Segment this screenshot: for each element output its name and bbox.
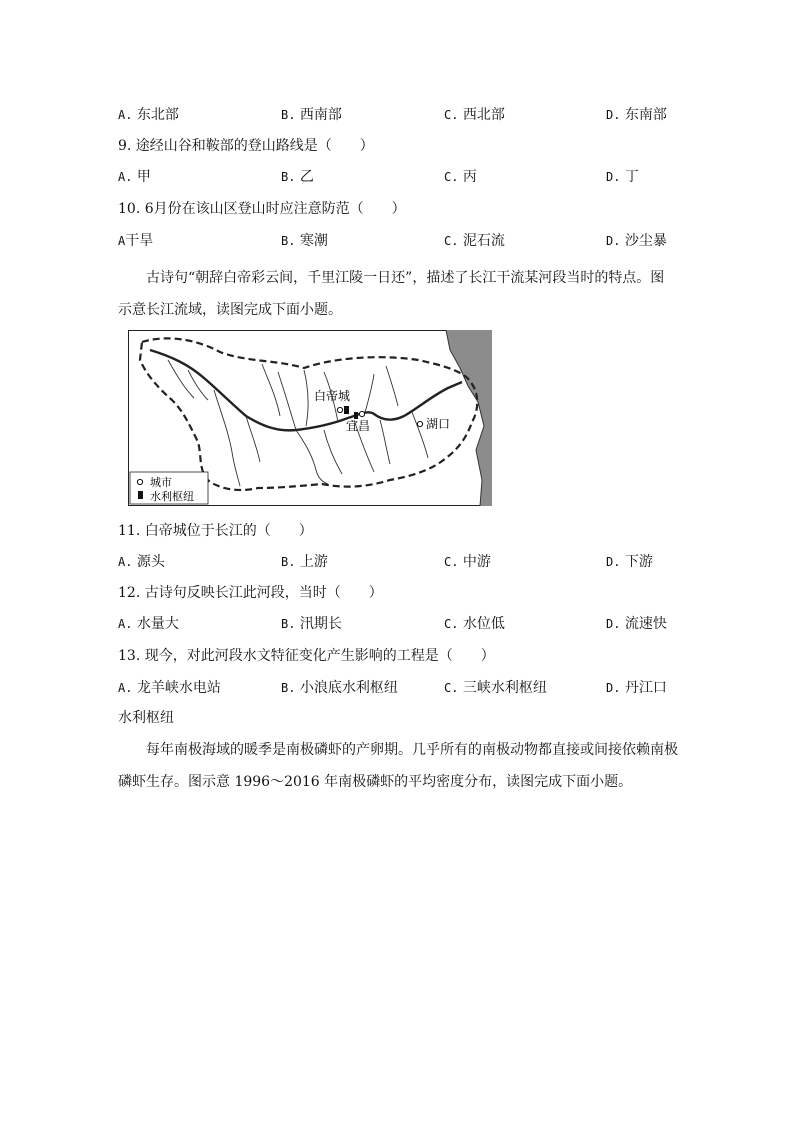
q9-option-d: D. 丁: [606, 169, 639, 185]
city-marker-hukou: [417, 421, 422, 426]
legend-dam-icon: [138, 491, 143, 499]
q8-option-d: D. 东南部: [606, 107, 667, 123]
map-legend: [130, 472, 208, 504]
legend-city-icon: [137, 479, 142, 484]
q9-options: [118, 166, 678, 188]
q11-option-c: C. 中游: [444, 554, 491, 570]
q10-option-d: D. 沙尘暴: [606, 233, 667, 249]
label-baidi: 白帝城: [314, 389, 351, 403]
intro-paragraph-2: 每年南极海域的暖季是南极磷虾的产卵期。几乎所有的南极动物都直接或间接依赖南极磷虾生存。图示意 1996～2016 年南极磷虾的平均密度分布，读图完成下面小题。: [118, 742, 678, 790]
yangtze-basin-map: [128, 330, 492, 506]
q10-options: [118, 230, 678, 252]
q12-stem: 12. 古诗句反映长江此河段，当时（ ）: [118, 585, 383, 601]
q10-option-c: C. 泥石流: [444, 233, 505, 249]
q11-option-d: D. 下游: [606, 554, 653, 570]
q11-option-a: A. 源头: [118, 554, 165, 570]
label-yichang: 宜昌: [346, 419, 371, 433]
q10-stem: 10. 6月份在该山区登山时应注意防范（ ）: [118, 201, 406, 217]
q9-option-c: C. 丙: [444, 169, 477, 185]
q12-option-d: D. 流速快: [606, 616, 667, 632]
q10-option-b: B. 寒潮: [281, 233, 328, 249]
city-marker-baidi: [337, 407, 342, 412]
q13-option-a: A. 龙羊峡水电站: [118, 680, 221, 696]
dam-symbol-three-gorges: [344, 406, 349, 414]
q10-option-a: A干旱: [118, 233, 154, 249]
q12-option-c: C. 水位低: [444, 616, 505, 632]
q8-option-b: B. 西南部: [281, 107, 342, 123]
q11-option-b: B. 上游: [281, 554, 328, 570]
q8-options: [118, 104, 678, 126]
q12-option-a: A. 水量大: [118, 616, 179, 632]
legend-dam-label: 水利枢纽: [150, 490, 194, 503]
q11-options: [118, 551, 678, 573]
city-marker-yichang: [359, 411, 364, 416]
dam-symbol-gezhouba: [354, 412, 358, 419]
q9-option-b: B. 乙: [281, 169, 314, 185]
q13-stem: 13. 现今，对此河段水文特征变化产生影响的工程是（ ）: [118, 648, 495, 664]
q13-option-c: C. 三峡水利枢纽: [444, 680, 547, 696]
q11-stem: 11. 白帝城位于长江的（ ）: [118, 523, 313, 539]
q13-option-d-wrap: 水利枢纽: [118, 710, 174, 726]
legend-city-label: 城市: [150, 476, 172, 489]
q9-option-a: A. 甲: [118, 169, 151, 185]
q8-option-a: A. 东北部: [118, 107, 179, 123]
q9-stem: 9. 途经山谷和鞍部的登山路线是（ ）: [118, 138, 374, 154]
q13-option-d: D. 丹江口: [606, 680, 667, 696]
q12-options: [118, 613, 678, 635]
q13-options: [118, 677, 678, 699]
intro-paragraph-1: 古诗句“朝辞白帝彩云间，千里江陵一日还”，描述了长江干流某河段当时的特点。图示意长江流域，读图完成下面小题。: [118, 270, 665, 318]
label-hukou: 湖口: [426, 417, 451, 431]
q13-option-b: B. 小浪底水利枢纽: [281, 680, 398, 696]
q8-option-c: C. 西北部: [444, 107, 505, 123]
q12-option-b: B. 汛期长: [281, 616, 342, 632]
